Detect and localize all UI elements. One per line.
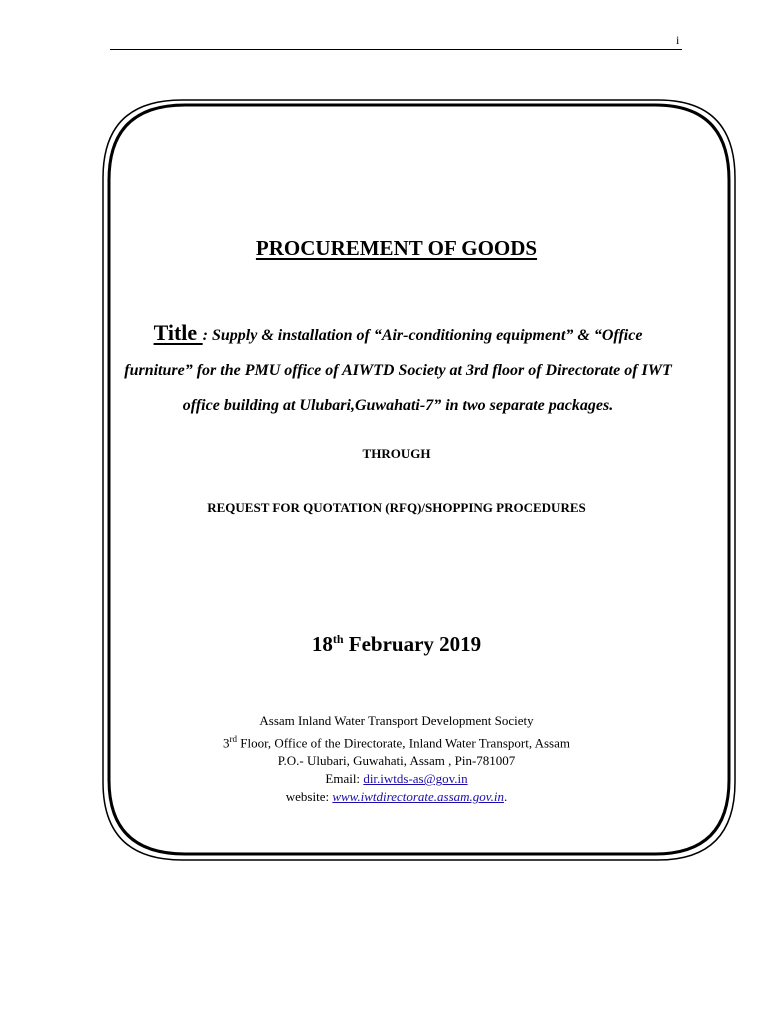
address-email-line xyxy=(100,770,693,788)
email-label: Email: xyxy=(325,771,364,787)
email-link[interactable]: dir.iwtds-as@gov.in xyxy=(363,771,468,787)
website-label: website: xyxy=(285,789,333,805)
procedure-label: REQUEST FOR QUOTATION (RFQ)/SHOPPING PROCEDURES xyxy=(207,500,586,515)
address-website-line xyxy=(100,788,693,806)
address-org: Assam Inland Water Transport Development Society xyxy=(259,713,534,728)
address-block xyxy=(100,712,693,806)
floor-number: 3 xyxy=(223,735,230,751)
address-postal: P.O.- Ulubari, Guwahati, Assam , Pin-781007 xyxy=(277,753,516,769)
title-label: Title xyxy=(153,320,203,345)
date-rest: February 2019 xyxy=(343,632,482,656)
floor-rest: Floor, Office of the Directorate, Inland Water Transport, Assam xyxy=(237,735,570,751)
title-block xyxy=(118,315,678,423)
through-label: THROUGH xyxy=(362,446,431,461)
title-text: Supply & installation of “Air-conditioning equipment” & “Office furniture” for the PMU office of AIWTD Society at 3rd floor of Directorate of IWT office building at Ulubari,Guwahati-7” in two separate packages. xyxy=(124,327,672,414)
title-separator: : xyxy=(202,327,212,344)
page-number: i xyxy=(676,33,680,47)
address-floor-line xyxy=(100,730,693,752)
website-trail: . xyxy=(503,789,508,805)
date-day: 18 xyxy=(311,632,333,656)
floor-suffix: rd xyxy=(229,734,237,744)
website-link[interactable]: www.iwtdirectorate.assam.gov.in xyxy=(332,789,504,805)
date-suffix: th xyxy=(332,632,344,646)
cover-heading: PROCUREMENT OF GOODS xyxy=(255,236,538,260)
cover-content xyxy=(100,100,735,860)
issue-date xyxy=(100,632,693,657)
